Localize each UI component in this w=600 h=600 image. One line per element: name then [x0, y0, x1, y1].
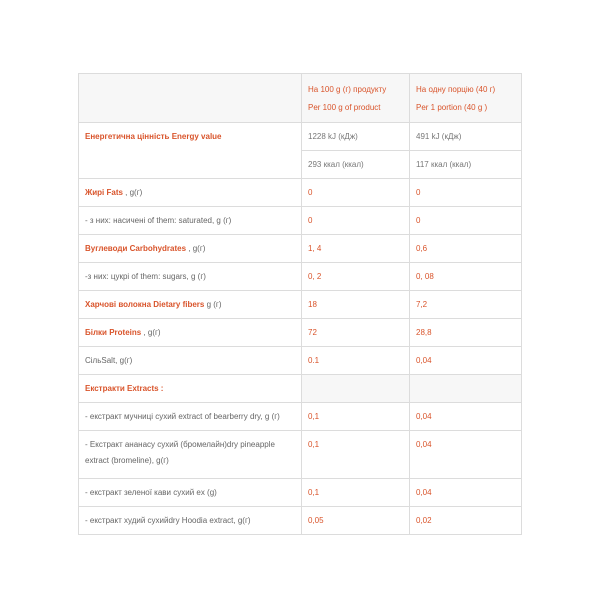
nutrition-table [78, 73, 522, 535]
value-per-portion: 0,04 [410, 347, 522, 375]
row-label: Енергетична цінність Energy value [79, 123, 302, 179]
table-row-extracts-heading [79, 375, 522, 403]
table-row-hoodia-extract [79, 507, 522, 535]
value-per-portion: 0,04 [410, 479, 522, 507]
table-row-saturated [79, 207, 522, 235]
value-per-portion: 0,02 [410, 507, 522, 535]
row-label [79, 291, 302, 319]
row-label-main: Білки Proteins [85, 328, 142, 337]
value-per-100g: 0,1 [302, 403, 410, 431]
value-per-portion: 28,8 [410, 319, 522, 347]
row-label-main: Жирі Fats [85, 188, 123, 197]
table-row-energy-kj [79, 123, 522, 151]
row-label [79, 319, 302, 347]
value-per-100g: 0,1 [302, 479, 410, 507]
table-row-fats [79, 179, 522, 207]
row-label: - екстракт мучниці сухий extract of bearberry dry, g (г) [79, 403, 302, 431]
header-per-100g-en: Per 100 g of product [308, 102, 381, 112]
row-label: - Екстракт ананасу сухий (бромелайн)dry pineapple extract (bromeline), g(г) [79, 431, 302, 479]
row-label-unit: g (г) [204, 300, 222, 309]
header-empty-cell [79, 74, 302, 123]
value-per-100g: 0,1 [302, 431, 410, 479]
value-per-portion: 0,6 [410, 235, 522, 263]
row-label: СільSalt, g(г) [79, 347, 302, 375]
value-per-portion: 491 kJ (кДж) [410, 123, 522, 151]
value-per-100g: 0 [302, 207, 410, 235]
value-per-portion: 0,04 [410, 403, 522, 431]
header-per-100g [302, 74, 410, 123]
table-row-salt [79, 347, 522, 375]
row-label [79, 235, 302, 263]
value-per-100g: 0,05 [302, 507, 410, 535]
row-label: - з них: насичені of them: saturated, g (г) [79, 207, 302, 235]
row-label-unit: , g(г) [141, 328, 161, 337]
value-per-portion: 0 [410, 179, 522, 207]
value-per-100g: 293 ккал (ккал) [302, 151, 410, 179]
header-per-portion [410, 74, 522, 123]
value-per-100g: 1228 kJ (кДж) [302, 123, 410, 151]
table-header-row [79, 74, 522, 123]
value-per-100g: 0 [302, 179, 410, 207]
row-label: - екстракт худий сухийdry Hoodia extract, g(г) [79, 507, 302, 535]
value-per-100g: 18 [302, 291, 410, 319]
table-row-proteins [79, 319, 522, 347]
value-per-portion: 0, 08 [410, 263, 522, 291]
row-label-main: Харчові волокна Dietary fibers [85, 300, 205, 309]
table-row-dietary-fibers [79, 291, 522, 319]
row-label [79, 375, 302, 403]
row-label-main: Екстракти Extracts : [85, 384, 164, 393]
table-row-green-coffee-extract [79, 479, 522, 507]
value-per-portion [410, 375, 522, 403]
value-per-portion: 0,04 [410, 431, 522, 479]
table-row-pineapple-extract [79, 431, 522, 479]
value-per-100g [302, 375, 410, 403]
value-per-portion: 117 ккал (ккал) [410, 151, 522, 179]
value-per-100g: 1, 4 [302, 235, 410, 263]
value-per-portion: 7,2 [410, 291, 522, 319]
header-per-portion-en: Per 1 portion (40 g ) [416, 102, 488, 112]
table-row-carbohydrates [79, 235, 522, 263]
header-per-100g-ua: На 100 g (г) продукту [308, 84, 387, 94]
value-per-100g: 0.1 [302, 347, 410, 375]
row-label-unit: , g(г) [122, 188, 143, 197]
value-per-100g: 72 [302, 319, 410, 347]
value-per-100g: 0, 2 [302, 263, 410, 291]
table-row-sugars [79, 263, 522, 291]
row-label-unit: , g(г) [186, 244, 206, 253]
row-label [79, 179, 302, 207]
row-label-main: Вуглеводи Carbohydrates [85, 244, 187, 253]
table-row-bearberry-extract [79, 403, 522, 431]
value-per-portion: 0 [410, 207, 522, 235]
row-label: - екстракт зеленої кави сухий ex (g) [79, 479, 302, 507]
header-per-portion-ua: На одну порцію (40 г) [416, 84, 496, 94]
row-label: -з них: цукрі of them: sugars, g (г) [79, 263, 302, 291]
